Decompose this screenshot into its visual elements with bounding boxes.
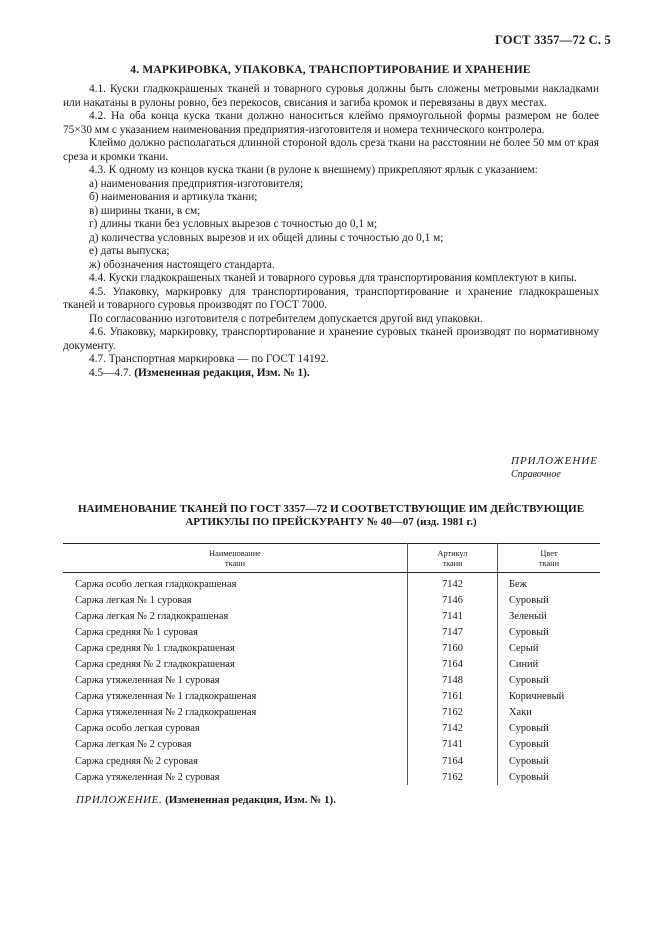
- cell-name: Саржа средняя № 1 суровая: [63, 624, 408, 640]
- cell-color: Хаки: [509, 707, 532, 719]
- header-name-line-1: Наименование: [209, 549, 261, 558]
- cell-name: Саржа утяжеленная № 1 суровая: [63, 673, 408, 689]
- appendix-label: [511, 455, 598, 481]
- header-article: [408, 544, 498, 573]
- cell-color: Суровый: [509, 723, 549, 735]
- cell-article: 7142: [408, 721, 498, 737]
- table-row: [63, 640, 600, 656]
- cell-article: 7141: [408, 737, 498, 753]
- list-item-b: б) наименования и артикула ткани;: [89, 191, 258, 203]
- cell-color: Зеленый: [509, 610, 547, 622]
- table-title-line-1: НАИМЕНОВАНИЕ ТКАНЕЙ ПО ГОСТ 3357—72 И СООТВЕТСТВУЮЩИЕ ИМ ДЕЙСТВУЮЩИЕ: [77, 503, 585, 515]
- header-color-line-1: Цвет: [540, 549, 558, 558]
- table-row: [63, 656, 600, 672]
- cell-article: 7147: [408, 624, 498, 640]
- edition-note-bold: (Измененная редакция, Изм. № 1).: [134, 366, 310, 379]
- cell-name: Саржа особо легкая суровая: [63, 721, 408, 737]
- cell-article: 7146: [408, 592, 498, 608]
- table-body: [63, 573, 600, 786]
- header-color: [498, 544, 601, 573]
- paragraph-agreement: По согласованию изготовителя с потребителем допускается другой вид упаковки.: [89, 312, 483, 325]
- table-row: [63, 592, 600, 608]
- paragraph-4-2: 4.2. На оба конца куска ткани должно наноситься клеймо прямоугольной формы размером не более 75×30 мм с указанием наименования предприятия-изготовителя и номера технического контролера.: [63, 110, 599, 136]
- header-name: [63, 544, 408, 573]
- cell-color: Беж: [509, 578, 527, 590]
- cell-name: Саржа утяжеленная № 2 гладкокрашеная: [63, 705, 408, 721]
- cell-color: Суровый: [509, 739, 549, 751]
- cell-name: Саржа средняя № 2 гладкокрашеная: [63, 656, 408, 672]
- cell-color: Серый: [509, 642, 539, 654]
- table-row: [63, 608, 600, 624]
- header-color-line-2: ткани: [538, 559, 560, 568]
- table-row: [63, 624, 600, 640]
- section-body: [63, 83, 599, 380]
- cell-color: Суровый: [509, 755, 549, 767]
- cell-name: Саржа утяжеленная № 1 гладкокрашеная: [63, 689, 408, 705]
- table-title-line-2: АРТИКУЛЫ ПО ПРЕЙСКУРАНТУ № 40—07 (изд. 1981 г.): [185, 516, 477, 528]
- list-item-zh: ж) обозначения настоящего стандарта.: [89, 258, 275, 271]
- header-name-line-2: ткани: [224, 559, 246, 568]
- list-item-e: е) даты выпуска;: [89, 245, 170, 257]
- table-row: [63, 689, 600, 705]
- cell-color: Суровый: [509, 626, 549, 638]
- cell-name: Саржа утяжеленная № 2 суровая: [63, 769, 408, 785]
- cell-article: 7161: [408, 689, 498, 705]
- table-row: [63, 721, 600, 737]
- footnote-bold: (Измененная редакция, Изм. № 1).: [165, 794, 336, 806]
- cell-article: 7164: [408, 656, 498, 672]
- list-item-a: а) наименования предприятия-изготовителя;: [89, 177, 304, 190]
- edition-note: [63, 367, 599, 381]
- table-row: [63, 705, 600, 721]
- cell-color: Суровый: [509, 771, 549, 783]
- table-row: [63, 737, 600, 753]
- cell-name: Саржа легкая № 1 суровая: [63, 592, 408, 608]
- cell-name: Саржа средняя № 1 гладкокрашеная: [63, 640, 408, 656]
- paragraph-4-3: 4.3. К одному из концов куска ткани (в рулоне к внешнему) прикрепляют ярлык с указанием:: [89, 164, 538, 176]
- paragraph-4-7: 4.7. Транспортная маркировка — по ГОСТ 14192.: [89, 353, 329, 365]
- cell-name: Саржа средняя № 2 суровая: [63, 753, 408, 769]
- appendix-title: ПРИЛОЖЕНИЕ: [511, 455, 598, 467]
- cell-color: Синий: [509, 659, 539, 671]
- cell-article: 7142: [408, 573, 498, 593]
- cell-color: Коричневый: [509, 691, 565, 703]
- paragraph-4-4: 4.4. Куски гладкокрашеных тканей и товарного суровья для транспортирования комплектуют в кипы.: [89, 272, 577, 284]
- fabric-table: [63, 543, 600, 785]
- header-article-line-1: Артикул: [437, 549, 468, 558]
- list-item-d: д) количества условных вырезов и их общей длины с точностью до 0,1 м;: [89, 231, 444, 244]
- appendix-subtitle: Справочное: [511, 469, 561, 480]
- cell-name: Саржа особо легкая гладкокрашеная: [63, 573, 408, 593]
- table-row: [63, 673, 600, 689]
- cell-color: Суровый: [509, 594, 549, 606]
- page-header: ГОСТ 3357—72 С. 5: [494, 33, 611, 47]
- footnote-italic: ПРИЛОЖЕНИЕ.: [76, 794, 163, 806]
- list-item-v: в) ширины ткани, в см;: [89, 204, 201, 217]
- paragraph-stamp: Клеймо должно располагаться длинной стороной вдоль среза ткани на расстоянии не более 50 мм от края среза и кромки ткани.: [63, 137, 599, 163]
- appendix-footnote: [76, 794, 336, 806]
- paragraph-4-6: 4.6. Упаковку, маркировку, транспортирование и хранение суровых тканей производят по нормативному документу.: [63, 326, 599, 352]
- table-title: [63, 503, 599, 529]
- edition-note-prefix: 4.5—4.7.: [89, 366, 132, 379]
- table-row: [63, 573, 600, 593]
- cell-color: Суровый: [509, 675, 549, 687]
- paragraph-4-1: 4.1. Куски гладкокрашеных тканей и товарного суровья должны быть сложены метровыми накладками или накатаны в рулоны ровно, без перекосов, свисания и загиба кромок и перевязаны в двух местах.: [63, 83, 599, 109]
- section-title: 4. МАРКИРОВКА, УПАКОВКА, ТРАНСПОРТИРОВАНИЕ И ХРАНЕНИЕ: [130, 64, 531, 76]
- paragraph-4-5: 4.5. Упаковку, маркировку для транспортирования, транспортирование и хранение гладкокрашеных тканей и товарного суровья производят по ГОСТ 7000.: [63, 285, 599, 311]
- table-row: [63, 753, 600, 769]
- header-article-line-2: ткани: [442, 559, 463, 568]
- table-row: [63, 769, 600, 785]
- list-item-g: г) длины ткани без условных вырезов с точностью до 0,1 м;: [89, 218, 378, 230]
- cell-article: 7148: [408, 673, 498, 689]
- cell-article: 7162: [408, 705, 498, 721]
- table-header-row: [63, 544, 600, 573]
- cell-article: 7160: [408, 640, 498, 656]
- cell-article: 7164: [408, 753, 498, 769]
- cell-name: Саржа легкая № 2 суровая: [63, 737, 408, 753]
- cell-article: 7162: [408, 769, 498, 785]
- cell-name: Саржа легкая № 2 гладкокрашеная: [63, 608, 408, 624]
- cell-article: 7141: [408, 608, 498, 624]
